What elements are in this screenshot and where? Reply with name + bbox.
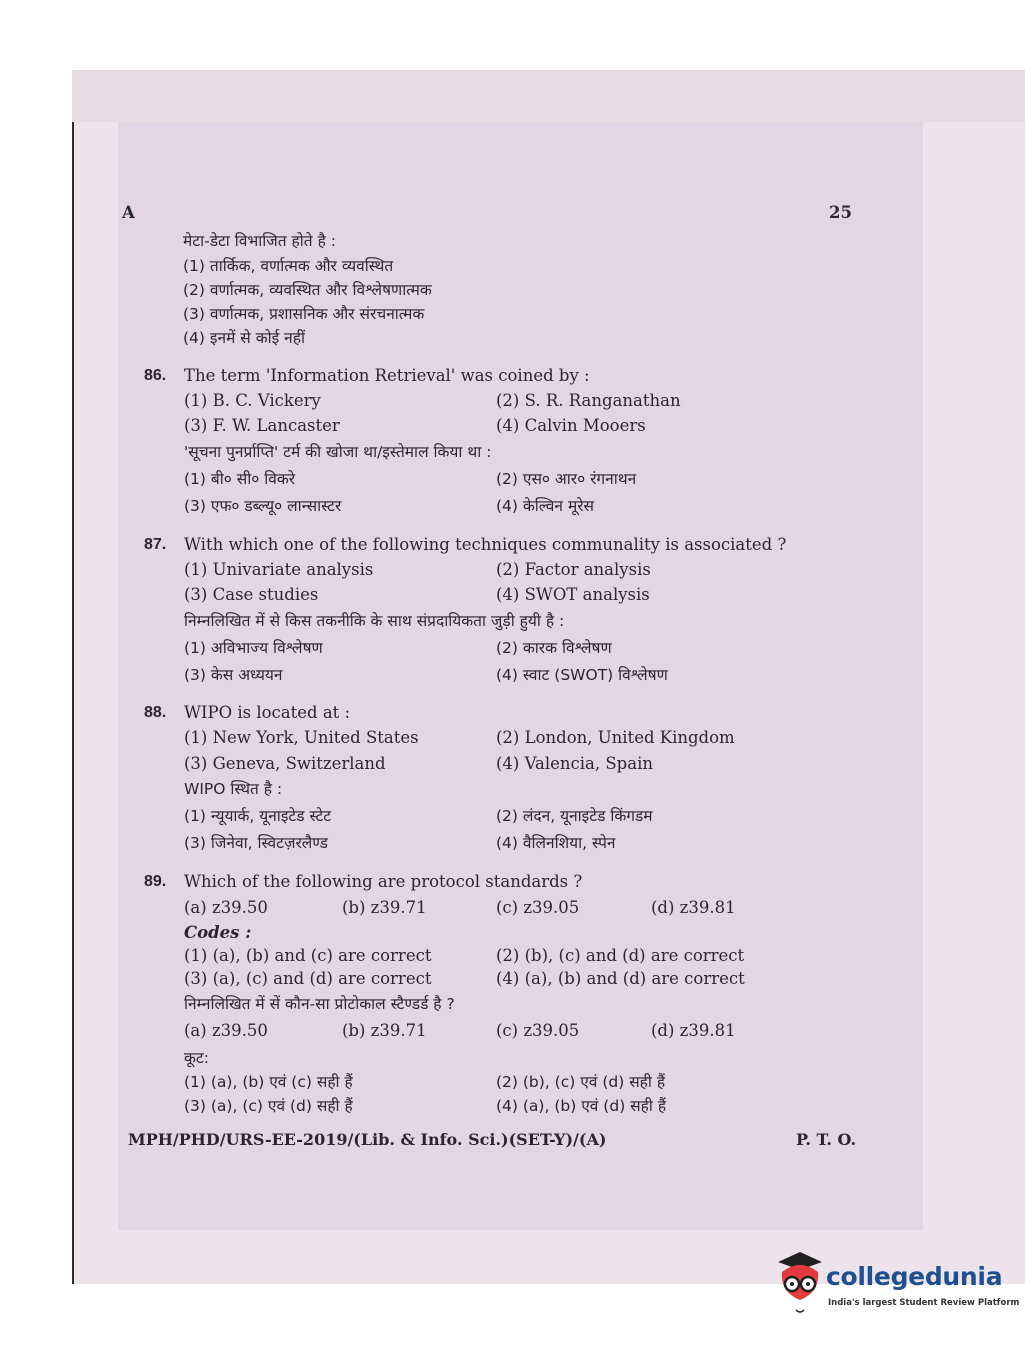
q88-option-4: (4) Valencia, Spain <box>496 754 653 773</box>
q87-option-4: (4) SWOT analysis <box>496 585 650 604</box>
q87-option-2: (2) Factor analysis <box>496 560 651 579</box>
q89-hindi-item-b: (b) z39.71 <box>342 1021 427 1040</box>
q85-hindi-stem: मेटा-डेटा विभाजित होते है : <box>183 232 336 250</box>
q89-item-a: (a) z39.50 <box>184 898 268 917</box>
q89-code-4: (4) (a), (b) and (d) are correct <box>496 969 745 988</box>
q88-hindi-option-1: (1) न्यूयार्क, यूनाइटेड स्टेट <box>184 807 332 825</box>
q89-code-3: (3) (a), (c) and (d) are correct <box>184 969 432 988</box>
q89-hindi-code-4: (4) (a), (b) एवं (d) सही हैं <box>496 1097 667 1115</box>
q89-item-b: (b) z39.71 <box>342 898 427 917</box>
paper-code: MPH/PHD/URS-EE-2019/(Lib. & Info. Sci.)(SET-Y)/(A) <box>128 1130 607 1149</box>
q86-hindi-option-2: (2) एस० आर० रंगनाथन <box>496 470 637 488</box>
q89-code-2: (2) (b), (c) and (d) are correct <box>496 946 745 965</box>
q89-item-c: (c) z39.05 <box>496 898 580 917</box>
q87-option-1: (1) Univariate analysis <box>184 560 374 579</box>
q88-option-3: (3) Geneva, Switzerland <box>184 754 386 773</box>
q87-hindi-option-1: (1) अविभाज्य विश्लेषण <box>184 639 323 657</box>
q89-codes-label: Codes : <box>184 923 252 942</box>
q87-stem: With which one of the following techniques communality is associated ? <box>184 535 787 554</box>
q88-number: 88. <box>144 704 167 721</box>
q89-hindi-item-c: (c) z39.05 <box>496 1021 580 1040</box>
q89-item-d: (d) z39.81 <box>651 898 736 917</box>
q87-option-3: (3) Case studies <box>184 585 319 604</box>
q89-hindi-item-d: (d) z39.81 <box>651 1021 736 1040</box>
q85-hindi-option-3: (3) वर्णात्मक, प्रशासनिक और संरचनात्मक <box>183 305 425 323</box>
q89-stem: Which of the following are protocol standards ? <box>184 872 583 891</box>
q85-hindi-option-2: (2) वर्णात्मक, व्यवस्थित और विश्लेषणात्मक <box>183 281 432 299</box>
q89-hindi-stem: निम्नलिखित में सें कौन-सा प्रोटोकाल स्टैण्डर्ड है ? <box>184 995 455 1013</box>
q89-hindi-codes-label: कूट: <box>184 1049 209 1067</box>
q86-hindi-option-3: (3) एफ० डब्ल्यू० लान्सास्टर <box>184 497 342 515</box>
q86-hindi-stem: 'सूचना पुनर्प्राप्ति' टर्म की खोजा था/इस्तेमाल किया था : <box>184 443 492 461</box>
watermark-brand: collegedunia <box>826 1262 1003 1291</box>
q86-option-2: (2) S. R. Ranganathan <box>496 391 681 410</box>
q86-option-4: (4) Calvin Mooers <box>496 416 646 435</box>
q88-hindi-option-3: (3) जिनेवा, स्विटज़रलैण्ड <box>184 834 328 852</box>
q88-option-2: (2) London, United Kingdom <box>496 728 735 747</box>
q88-hindi-stem: WIPO स्थित है : <box>184 780 283 798</box>
q86-hindi-option-4: (4) केल्विन मूरेस <box>496 497 595 515</box>
q89-hindi-code-2: (2) (b), (c) एवं (d) सही हैं <box>496 1073 666 1091</box>
q87-hindi-option-2: (2) कारक विश्लेषण <box>496 639 612 657</box>
q89-hindi-code-1: (1) (a), (b) एवं (c) सही हैं <box>184 1073 353 1091</box>
pto-label: P. T. O. <box>796 1130 857 1149</box>
scan-top-band <box>72 70 1025 122</box>
q87-hindi-option-3: (3) केस अध्ययन <box>184 666 283 684</box>
q88-stem: WIPO is located at : <box>184 703 351 722</box>
q89-code-1: (1) (a), (b) and (c) are correct <box>184 946 432 965</box>
q87-number: 87. <box>144 536 167 553</box>
q88-hindi-option-2: (2) लंदन, यूनाइटेड किंगडम <box>496 807 653 825</box>
set-letter: A <box>122 203 135 222</box>
q85-hindi-option-1: (1) तार्किक, वर्णात्मक और व्यवस्थित <box>183 257 394 275</box>
q86-number: 86. <box>144 367 167 384</box>
q88-option-1: (1) New York, United States <box>184 728 419 747</box>
page-number: 25 <box>829 203 852 222</box>
q86-stem: The term 'Information Retrieval' was coined by : <box>184 366 590 385</box>
q85-hindi-option-4: (4) इनमें से कोई नहीं <box>183 329 306 347</box>
q86-hindi-option-1: (1) बी० सी० विकरे <box>184 470 296 488</box>
q89-hindi-code-3: (3) (a), (c) एवं (d) सही हैं <box>184 1097 353 1115</box>
q86-option-1: (1) B. C. Vickery <box>184 391 321 410</box>
q88-hindi-option-4: (4) वैलिनशिया, स्पेन <box>496 834 616 852</box>
watermark-tagline: India's largest Student Review Platform <box>828 1298 1020 1308</box>
q87-hindi-option-4: (4) स्वाट (SWOT) विश्लेषण <box>496 666 668 684</box>
q87-hindi-stem: निम्नलिखित में से किस तकनीकि के साथ संप्रदायिकता जुड़ी हुयी है : <box>184 612 565 630</box>
q89-number: 89. <box>144 873 167 890</box>
q89-hindi-item-a: (a) z39.50 <box>184 1021 268 1040</box>
q86-option-3: (3) F. W. Lancaster <box>184 416 340 435</box>
